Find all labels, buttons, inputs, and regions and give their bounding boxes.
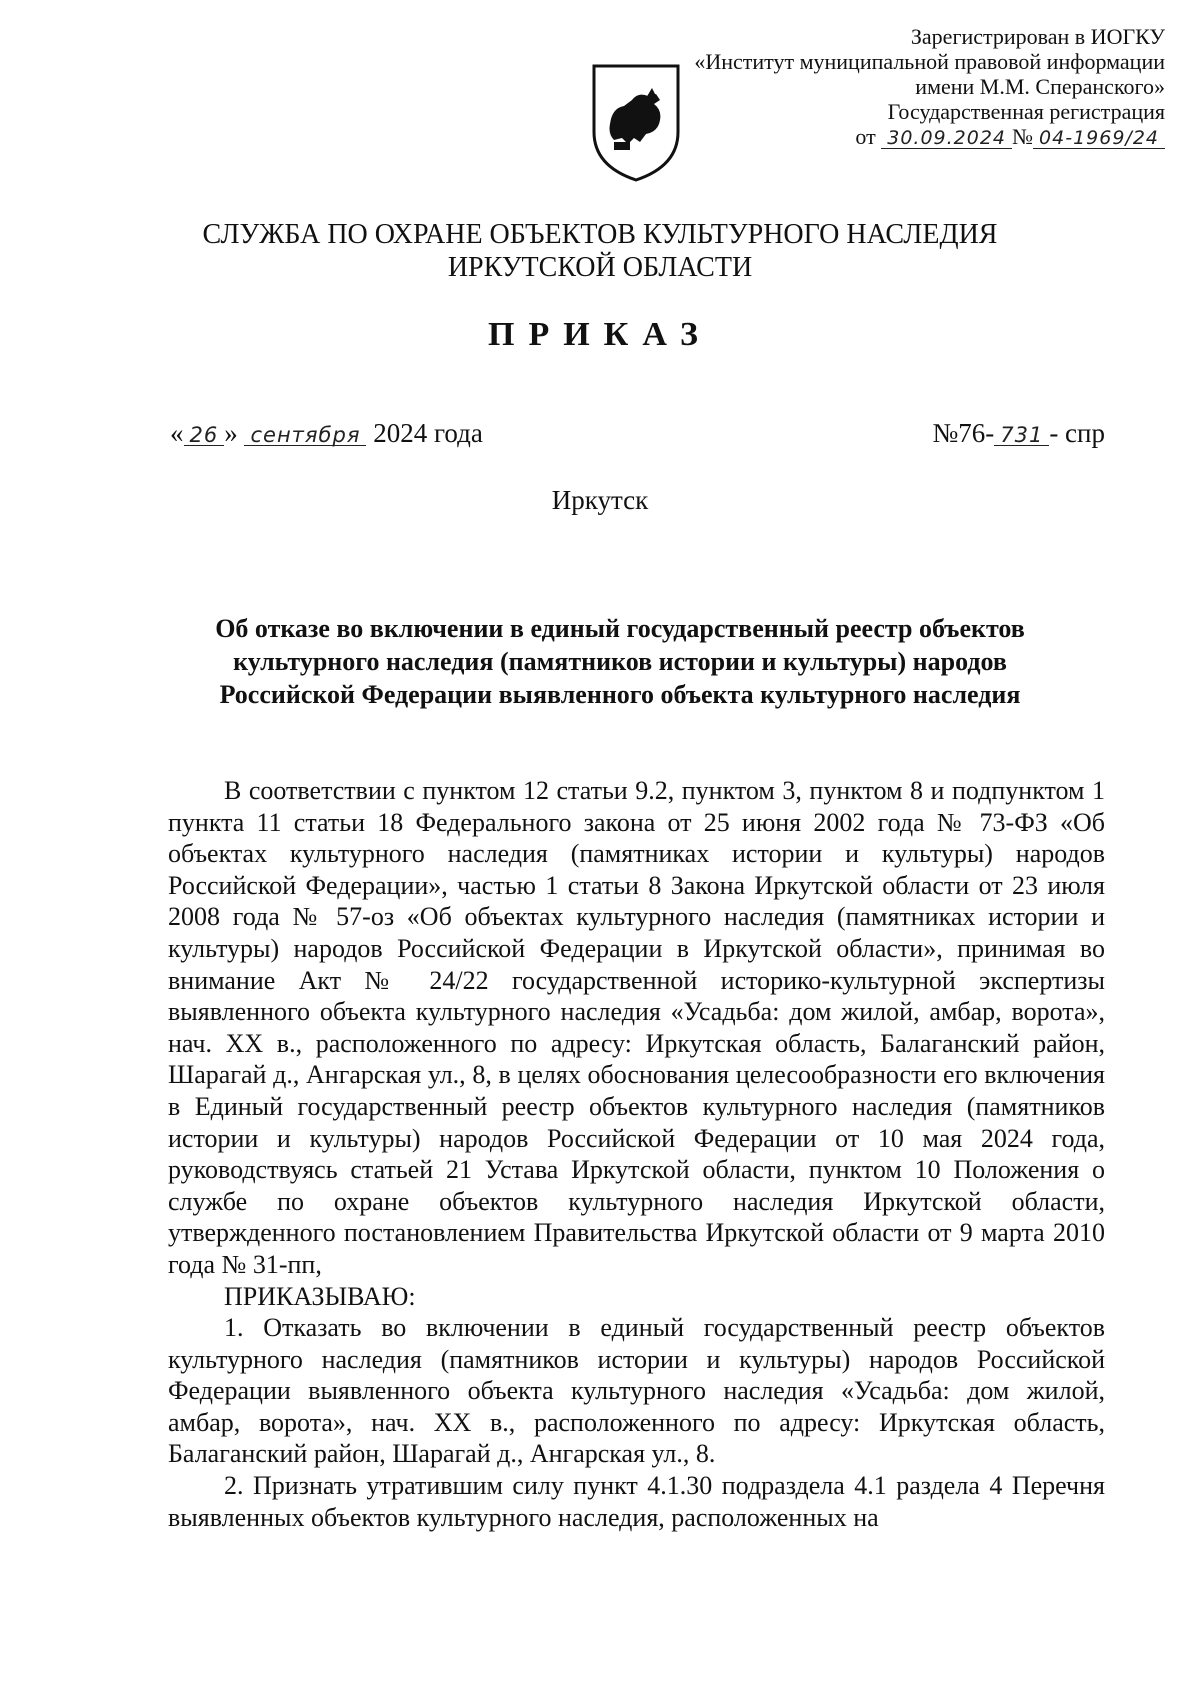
registration-line-2: «Институт муниципальной правовой информации <box>694 49 1165 74</box>
date-close-quote: » <box>224 418 238 448</box>
subject-line-3: Российской Федерации выявленного объекта культурного наследия <box>219 680 1021 709</box>
date-year: 2024 года <box>373 418 483 448</box>
order-word: ПРИКАЗЫВАЮ: <box>224 1281 416 1311</box>
registration-date-prefix: от <box>855 124 876 149</box>
preamble-paragraph: В соответствии с пунктом 12 статьи 9.2, пунктом 3, пунктом 8 и подпунктом 1 пункта 11 статьи 18 Федерального закона от 25 июня 2002 года № 73-ФЗ «Об объектах культурного наследия (памятниках истории и культуры) народов Российской Федерации», частью 1 статьи 8 Закона Иркутской области от 23 июля 2008 года № 57-оз «Об объектах культурного наследия (памятниках истории и культуры) народов Российской Федерации в Иркутской области», принимая во внимание Акт № 24/22 государственной историко-культурной экспертизы выявленного объекта культурного наследия «Усадьба: дом жилой, амбар, ворота», нач. XX в., расположенного по адресу: Иркутская область, Балаганский район, Шарагай д., Ангарская ул., 8, в целях обоснования целесообразности его включения в Единый государственный реестр объектов культурного наследия (памятников истории и культуры) народов Российской Федерации от 10 мая 2024 года, руководствуясь статьей 21 Устава Иркутской области, пунктом 10 Положения о службе по охране объектов культурного наследия Иркутской области, утвержденного постановлением Правительства Иркутской области от 9 марта 2010 года № 31-пп, <box>168 776 1105 1279</box>
registration-date: 30.09.2024 <box>881 128 1012 149</box>
registration-line-4: Государственная регистрация <box>887 99 1165 124</box>
date-number-row <box>170 418 1105 449</box>
date-day: 26 <box>184 425 225 446</box>
subject-line-1: Об отказе во включении в единый государственный реестр объектов <box>215 614 1025 643</box>
order-number-suffix: - спр <box>1049 418 1105 448</box>
registration-line-1: Зарегистрирован в ИОГКУ <box>910 24 1165 49</box>
order-item-2: 2. Признать утратившим силу пункт 4.1.30 подраздела 4.1 раздела 4 Перечня выявленных объектов культурного наследия, расположенных на <box>168 1471 1105 1532</box>
registration-number-prefix: № <box>1012 124 1034 149</box>
registration-date-row <box>645 124 1165 149</box>
subject-line-2: культурного наследия (памятников истории и культуры) народов <box>233 647 1007 676</box>
date-month: сентября <box>244 425 366 446</box>
order-body <box>168 775 1105 1533</box>
registration-stamp <box>645 24 1165 149</box>
organization-line-1: СЛУЖБА ПО ОХРАНЕ ОБЪЕКТОВ КУЛЬТУРНОГО НАСЛЕДИЯ <box>202 219 998 250</box>
order-date <box>170 418 483 449</box>
registration-number: 04-1969/24 <box>1033 128 1165 149</box>
order-number-value: 731 <box>994 425 1049 446</box>
order-item-1: 1. Отказать во включении в единый государственный реестр объектов культурного наследия (памятников истории и культуры) народов Российской Федерации выявленного объекта культурного наследия «Усадьба: дом жилой, амбар, ворота», нач. XX в., расположенного по адресу: Иркутская область, Балаганский район, Шарагай д., Ангарская ул., 8. <box>168 1313 1105 1469</box>
order-number-prefix: №76- <box>932 418 995 448</box>
order-subject <box>150 612 1090 711</box>
organization-line-2: ИРКУТСКОЙ ОБЛАСТИ <box>447 252 753 283</box>
order-number <box>932 418 1105 449</box>
registration-line-3: имени М.М. Сперанского» <box>915 74 1165 99</box>
document-type-title: ПРИКАЗ <box>488 316 712 353</box>
organization-name <box>0 218 1200 284</box>
date-open-quote: « <box>170 418 184 448</box>
city: Иркутск <box>551 485 649 515</box>
